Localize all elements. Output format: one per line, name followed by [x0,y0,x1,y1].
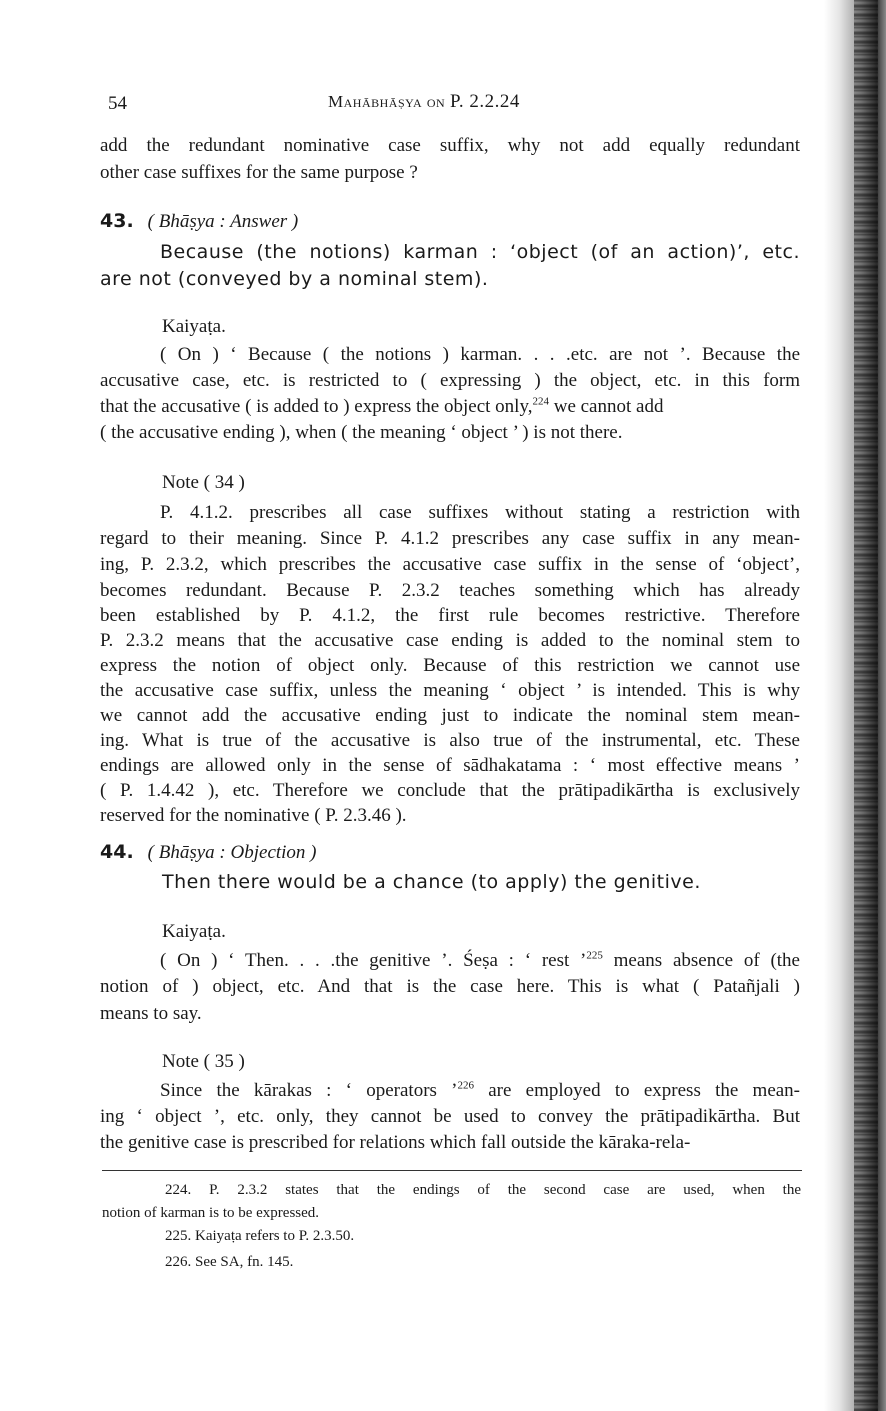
note-line: been established by P. 4.1.2, the first rule becomes restrictive. Therefore [100,605,800,626]
note-line: ( P. 1.4.42 ), etc. Therefore we conclude that the prātipadikārtha is exclusively [100,780,800,801]
running-header [328,91,520,113]
kaiyata-line: means to say. [100,1003,202,1024]
intro-line: other case suffixes for the same purpose ? [100,162,418,183]
note-heading: Note ( 35 ) [162,1051,245,1072]
note-line: Since the kārakas : ‘ operators ’$^{226}$ are employed to express the mean- [160,1079,801,1101]
kaiyata-heading: Kaiyaṭa. [162,316,226,337]
note-line: the genitive case is prescribed for relations which fall outside the kāraka-rela- [100,1132,691,1153]
running-header-title: Mahābhāṣya on [328,92,446,111]
note-line: ing. What is true of the accusative is also true of the instrumental, etc. These [100,730,800,751]
page-number: 54 [108,93,127,114]
footnote-226: 226. See SA, fn. 145. [165,1254,294,1270]
kaiyata-line: ( On ) ‘ Then. . . .the genitive ’. Śeṣa : ‘ rest ’$^{225}$ means absence of (the [160,949,800,971]
note-heading: Note ( 34 ) [162,472,245,493]
section-tag: ( Bhāṣya : Answer ) [147,211,299,232]
section-43-heading [100,210,298,233]
note-line: the accusative case suffix, unless the meaning ‘ object ’ is intended. This is why [100,680,800,701]
kaiyata-line: ( On ) ‘ Because ( the notions ) karman. . . .etc. are not ’. Because the [160,344,800,365]
intro-line: add the redundant nominative case suffix, why not add equally redundant [100,135,800,156]
footnote-225: 225. Kaiyaṭa refers to P. 2.3.50. [165,1228,355,1244]
footnote-ref[interactable]: 226 [457,1079,475,1092]
section-number: 43. [100,210,134,232]
running-header-ref: P. 2.2.24 [449,91,520,112]
bhasya-line: are not (conveyed by a nominal stem). [100,268,489,290]
bhasya-line: Because (the notions) karman : ‘object (of an action)’, etc. [160,241,800,263]
note-line: we cannot add the accusative ending just to indicate the nominal stem mean- [100,705,800,726]
note-line: express the notion of object only. Because of this restriction we cannot use [100,655,800,676]
footnote-ref[interactable]: 224 [532,395,549,408]
footnote-divider [102,1170,802,1171]
bhasya-line: Then there would be a chance (to apply) the genitive. [162,871,701,893]
footnote-ref[interactable]: 225 [586,949,603,962]
kaiyata-line: that the accusative ( is added to ) express the object only,$^{224}$ we cannot add [100,395,664,417]
footnote-224: 224. P. 2.3.2 states that the endings of the second case are used, when the [165,1182,801,1198]
note-line: reserved for the nominative ( P. 2.3.46 ). [100,805,407,826]
book-binding-edge [854,0,878,1411]
footnote-224-cont: notion of karman is to be expressed. [102,1205,320,1221]
note-line: P. 2.3.2 means that the accusative case ending is added to the nominal stem to [100,630,800,651]
section-tag: ( Bhāṣya : Objection ) [147,842,317,863]
note-line: regard to their meaning. Since P. 4.1.2 prescribes any case suffix in any mean- [100,528,800,549]
note-line: ing, P. 2.3.2, which prescribes the accusative case suffix in the sense of ‘object’, [100,554,800,575]
note-line: P. 4.1.2. prescribes all case suffixes without stating a restriction with [160,502,800,523]
kaiyata-line: notion of ) object, etc. And that is the case here. This is what ( Patañjali ) [100,976,800,997]
note-line: becomes redundant. Because P. 2.3.2 teaches something which has already [100,580,800,601]
kaiyata-heading: Kaiyaṭa. [162,921,226,942]
section-44-heading [100,841,317,864]
kaiyata-line: ( the accusative ending ), when ( the meaning ‘ object ’ ) is not there. [100,422,623,443]
note-line: ing ‘ object ’, etc. only, they cannot be used to convey the prātipadikārtha. But [100,1106,800,1127]
note-line: endings are allowed only in the sense of sādhakatama : ‘ most effective means ’ [100,755,800,776]
section-number: 44. [100,841,134,863]
kaiyata-line: accusative case, etc. is restricted to ( expressing ) the object, etc. in this form [100,370,800,391]
